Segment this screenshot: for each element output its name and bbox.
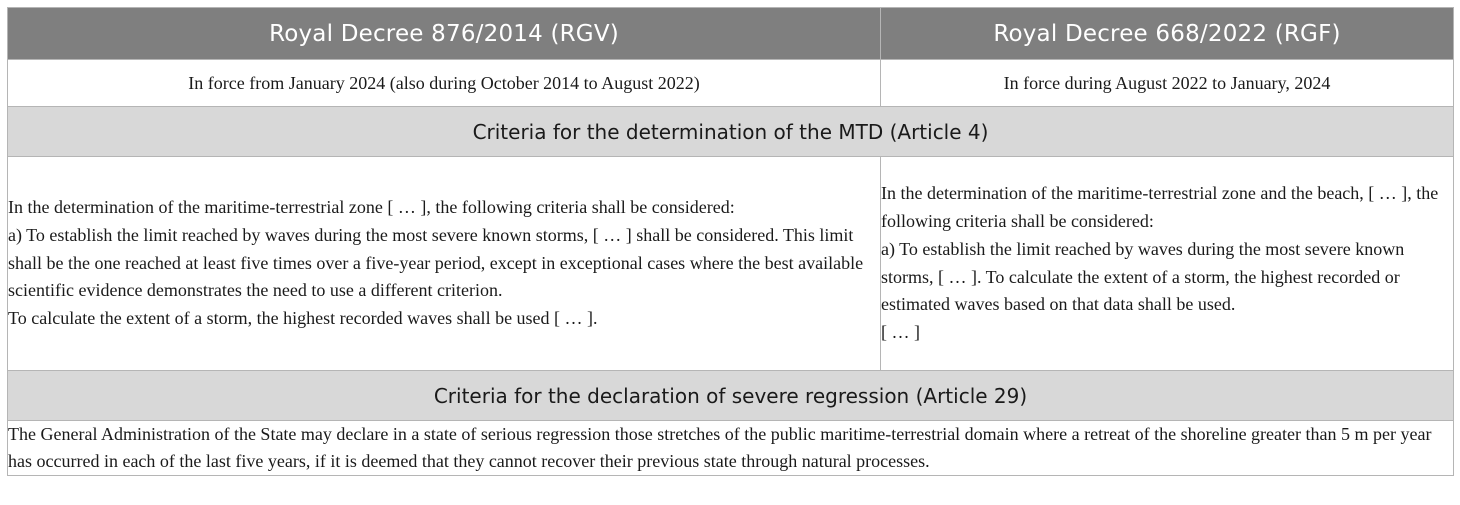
mtd-section-row bbox=[8, 107, 1454, 157]
in-force-row bbox=[8, 60, 1454, 107]
rgv-mtd-criteria-cell bbox=[8, 157, 881, 371]
paragraph: [ … ] bbox=[881, 322, 920, 343]
paragraph: In the determination of the maritime-terrestrial zone [ … ], the following criteria shall be considered: bbox=[8, 197, 735, 217]
regression-text-row bbox=[8, 421, 1454, 476]
rgf-column-header: Royal Decree 668/2022 (RGF) bbox=[881, 8, 1454, 60]
rgf-mtd-criteria-cell bbox=[881, 157, 1454, 371]
paragraph: a) To establish the limit reached by waves during the most severe known storms, [ … ] shall be considered. This limit shall be the one reached at least five times over a five-year period, except in exceptional cases where the best available scientific evidence demonstrates the need to use a different criterion. bbox=[8, 224, 864, 301]
paragraph: a) To establish the limit reached by waves during the most severe known storms, [ … ]. To calculate the extent of a storm, the highest recorded or estimated waves based on that data shall be used. bbox=[881, 238, 1405, 315]
rgf-in-force-cell: In force during August 2022 to January, 2024 bbox=[881, 60, 1454, 107]
regression-section-row bbox=[8, 371, 1454, 421]
regression-section-heading: Criteria for the declaration of severe regression (Article 29) bbox=[8, 371, 1454, 421]
rgv-column-header: Royal Decree 876/2014 (RGV) bbox=[8, 8, 881, 60]
mtd-section-heading: Criteria for the determination of the MTD (Article 4) bbox=[8, 107, 1454, 157]
paragraph: To calculate the extent of a storm, the highest recorded waves shall be used [ … ]. bbox=[8, 308, 598, 329]
paragraph: In the determination of the maritime-terrestrial zone and the beach, [ … ], the following criteria shall be considered: bbox=[881, 183, 1439, 231]
rgv-mtd-criteria-text bbox=[8, 194, 880, 333]
decree-comparison-table bbox=[7, 7, 1454, 476]
mtd-criteria-row bbox=[8, 157, 1454, 371]
rgf-mtd-criteria-text bbox=[881, 180, 1453, 347]
rgv-in-force-cell: In force from January 2024 (also during October 2014 to August 2022) bbox=[8, 60, 881, 107]
regression-text-cell: The General Administration of the State may declare in a state of serious regression those stretches of the public maritime-terrestrial domain where a retreat of the shoreline greater than 5 m per year has occurred in each of the last five years, if it is deemed that they cannot recover their previous state through natural processes. bbox=[8, 421, 1454, 476]
header-row bbox=[8, 8, 1454, 60]
